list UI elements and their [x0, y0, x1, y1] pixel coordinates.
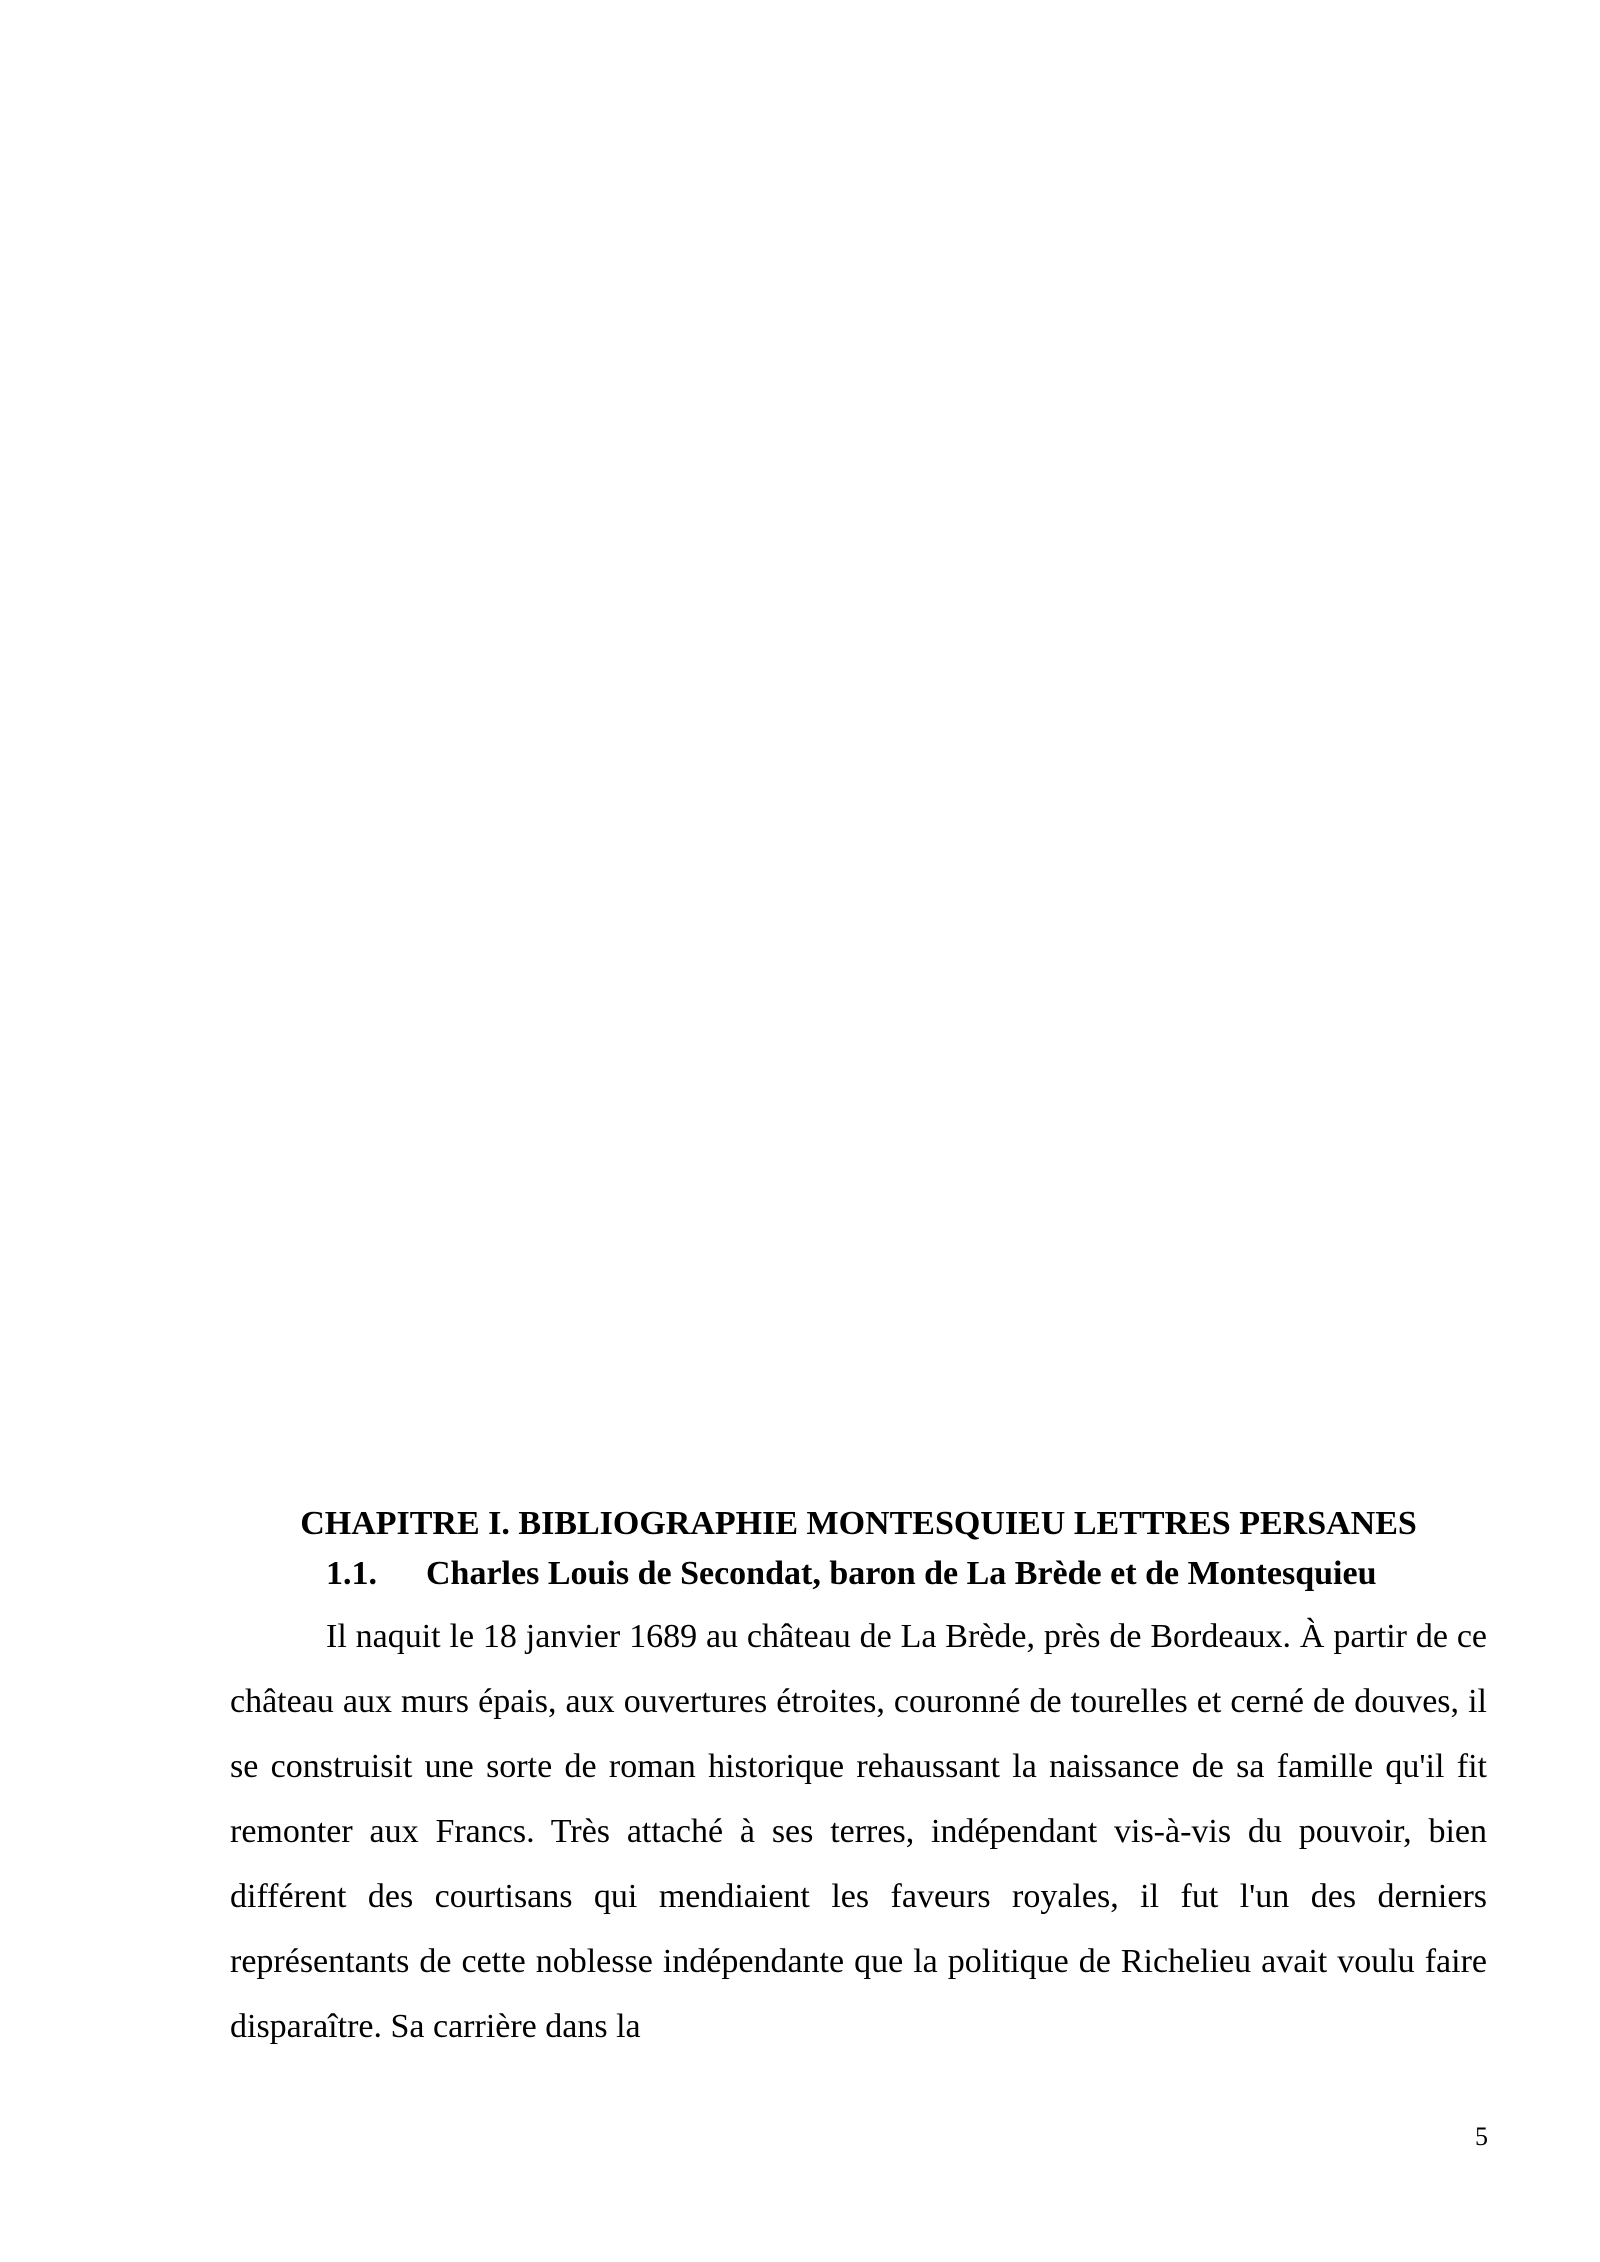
- chapter-title: CHAPITRE I. BIBLIOGRAPHIE MONTESQUIEU LETTRES PERSANES: [300, 1505, 1417, 1542]
- page-content: [230, 1500, 1487, 2059]
- section-title: Charles Louis de Secondat, baron de La Brède et de Montesquieu: [426, 1555, 1377, 1592]
- body-paragraph: Il naquit le 18 janvier 1689 au château de La Brède, près de Bordeaux. À partir de ce château aux murs épais, aux ouvertures étroites, couronné de tourelles et cerné de douves, il se construisit une sorte de roman historique rehaussant la naissance de sa famille qu'il fit remonter aux Francs. Très attaché à ses terres, indépendant vis-à-vis du pouvoir, bien différent des courtisans qui mendiaient les faveurs royales, il fut l'un des derniers représentants de cette noblesse indépendante que la politique de Richelieu avait voulu faire disparaître. Sa carrière dans la: [230, 1618, 1487, 2045]
- section-number: 1.1.: [326, 1555, 377, 1592]
- page-number: 5: [1475, 2122, 1488, 2151]
- section-heading: [230, 1550, 1487, 1598]
